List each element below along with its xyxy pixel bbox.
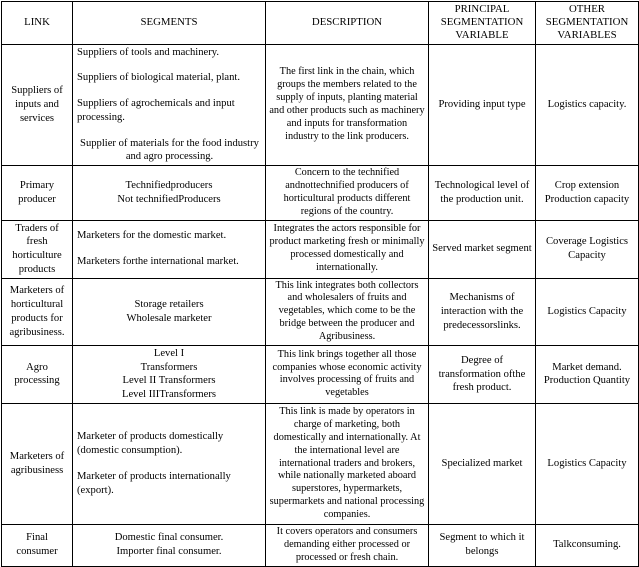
segmentation-table <box>1 1 639 567</box>
segment-item: Suppliers of agrochemicals and input processing. <box>77 98 235 123</box>
link-cell: Primary producer <box>2 166 73 220</box>
link-cell: Traders of fresh horticulture products <box>2 220 73 278</box>
other-variables-cell: Talkconsuming. <box>536 524 639 566</box>
segment-item: Not technifiedProducers <box>117 193 221 205</box>
header-segments: SEGMENTS <box>73 2 266 45</box>
principal-variable-cell: Technological level of the production unit. <box>429 166 536 220</box>
segment-item: Transformers <box>140 361 198 373</box>
principal-variable-cell: Specialized market <box>429 403 536 524</box>
description-cell: It covers operators and consumers demanding either processed or processed or fresh chain. <box>266 524 429 566</box>
description-cell: This link brings together all those companies whose economic activity involves processing of fruits and vegetables <box>266 345 429 403</box>
segment-item: Marketer of products domestically (domestic consumption). <box>77 431 224 457</box>
segments-cell <box>73 403 266 524</box>
segment-item: Domestic final consumer. <box>114 532 224 544</box>
segment-item: Level I <box>153 347 185 359</box>
description-cell: The first link in the chain, which groups the members related to the supply of inputs, planting material and other products such as machinery and inputs for transformation industry to the link producers. <box>266 44 429 166</box>
segments-cell <box>73 220 266 278</box>
table-row <box>2 524 639 566</box>
header-description: DESCRIPTION <box>266 2 429 45</box>
link-cell: Marketers of horticultural products for agribusiness. <box>2 278 73 345</box>
table-row <box>2 220 639 278</box>
other-variables-cell: Logistics capacity. <box>536 44 639 166</box>
table-row <box>2 278 639 345</box>
table-row <box>2 166 639 220</box>
principal-variable-cell: Mechanisms of interaction with the predecessorslinks. <box>429 278 536 345</box>
other-variables-cell: Logistics Capacity <box>536 403 639 524</box>
segments-cell <box>73 44 266 166</box>
link-cell: Agro processing <box>2 345 73 403</box>
header-principal-variable: PRINCIPAL SEGMENTATION VARIABLE <box>429 2 536 45</box>
description-cell: This link is made by operators in charge of marketing, both domestically and internationally. At the international level are international traders and brokers, while nationally marketed aboard superstores, hypermarkets, supermarkets and national processing companies. <box>266 403 429 524</box>
segment-item: Wholesale marketer <box>126 312 212 324</box>
segment-item: Suppliers of tools and machinery. <box>77 46 220 58</box>
principal-variable-cell: Providing input type <box>429 44 536 166</box>
segments-cell <box>73 278 266 345</box>
link-cell: Final consumer <box>2 524 73 566</box>
other-variables-cell: Logistics Capacity <box>536 278 639 345</box>
segment-item: Marketers forthe international market. <box>77 256 239 268</box>
description-cell: Concern to the technified andnottechnified producers of horticultural products different regions of the country. <box>266 166 429 220</box>
description-cell: Integrates the actors responsible for product marketing fresh or minimally processed domestically and internationally. <box>266 220 429 278</box>
other-variables-cell: Market demand. Production Quantity <box>536 345 639 403</box>
segment-item: Technifiedproducers <box>125 180 213 192</box>
segment-item: Level IIITransformers <box>121 389 217 401</box>
table-row <box>2 345 639 403</box>
segment-item: Suppliers of biological material, plant. <box>77 72 240 84</box>
segment-item: Storage retailers <box>134 298 204 310</box>
principal-variable-cell: Degree of transformation ofthe fresh product. <box>429 345 536 403</box>
table-row <box>2 403 639 524</box>
other-variables-cell: Coverage Logistics Capacity <box>536 220 639 278</box>
segments-cell <box>73 524 266 566</box>
header-other-variables: OTHER SEGMENTATION VARIABLES <box>536 2 639 45</box>
table-row <box>2 44 639 166</box>
header-row <box>2 2 639 45</box>
link-cell: Suppliers of inputs and services <box>2 44 73 166</box>
segment-item: Supplier of materials for the food industry and agro processing. <box>80 137 259 163</box>
link-cell: Marketers of agribusiness <box>2 403 73 524</box>
segment-item: Marketer of products internationally (export). <box>77 470 231 496</box>
segment-item: Importer final consumer. <box>116 546 222 558</box>
segment-item: Marketers for the domestic market. <box>77 230 227 242</box>
segments-cell <box>73 166 266 220</box>
header-link: LINK <box>2 2 73 45</box>
principal-variable-cell: Segment to which it belongs <box>429 524 536 566</box>
other-variables-cell: Crop extension Production capacity <box>536 166 639 220</box>
description-cell: This link integrates both collectors and wholesalers of fruits and vegetables, which come to be the bridge between the producer and Agribusiness. <box>266 278 429 345</box>
segments-cell <box>73 345 266 403</box>
principal-variable-cell: Served market segment <box>429 220 536 278</box>
segment-item: Level II Transformers <box>122 375 216 387</box>
